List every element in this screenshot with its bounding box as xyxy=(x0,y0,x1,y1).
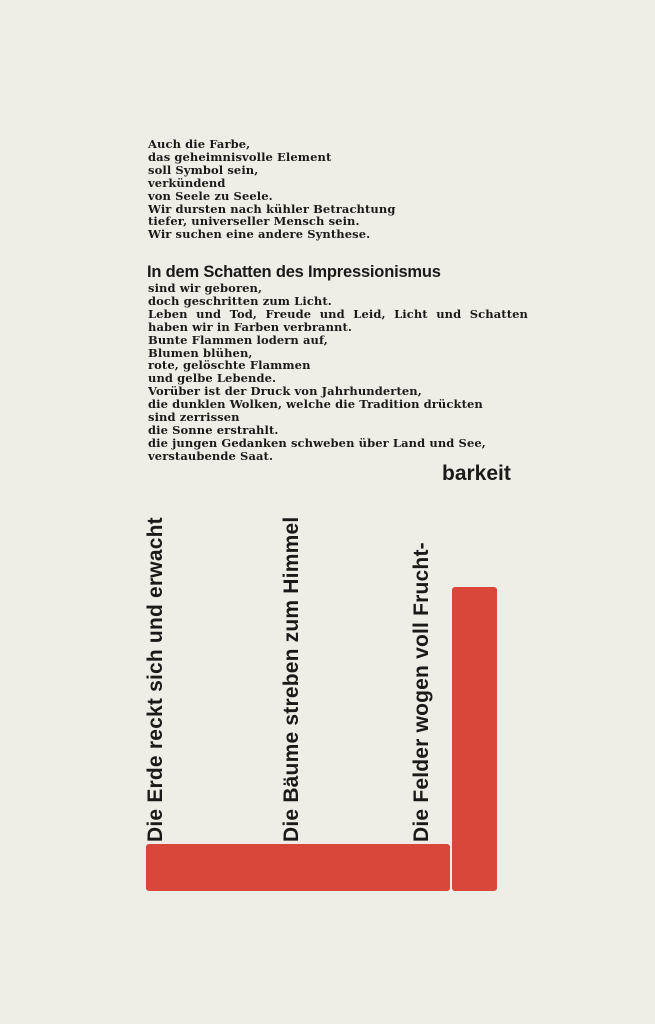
stanza-2-line: Blumen blühen, xyxy=(148,345,253,360)
stanza-1-line: tiefer, universeller Mensch sein. xyxy=(148,214,360,229)
stanza-2-line: doch geschritten zum Licht. xyxy=(148,293,332,308)
stanza-2-line: haben wir in Farben verbrannt. xyxy=(148,319,353,334)
stanza-2-line: Bunte Flammen lodern auf, xyxy=(148,332,328,347)
stanza-1-line: von Seele zu Seele. xyxy=(148,188,273,203)
vertical-line-earth: Die Erde reckt sich und erwacht xyxy=(144,517,167,842)
stanza-2-line: und gelbe Lebende. xyxy=(148,371,277,386)
stanza-2-line: sind wir geboren, xyxy=(148,281,263,295)
stanza-1-line: Wir suchen eine andere Synthese. xyxy=(148,227,371,242)
stanza-1-line: Auch die Farbe, xyxy=(148,137,251,151)
stanza-2-line: rote, gelöschte Flammen xyxy=(148,358,311,373)
red-vertical-bar xyxy=(452,587,497,891)
stanza-2-line: sind zerrissen xyxy=(148,410,240,425)
vertical-line-fields: Die Felder wogen voll Frucht- xyxy=(410,542,433,842)
stanza-1 xyxy=(148,138,396,241)
vertical-line-trees: Die Bäume streben zum Himmel xyxy=(280,516,303,842)
stanza-2-line: verstaubende Saat. xyxy=(148,448,274,463)
stanza-2 xyxy=(148,282,528,463)
stanza-1-line: Wir dursten nach kühler Betrachtung xyxy=(148,201,396,216)
stanza-2-line: Vorüber ist der Druck von Jahrhunderten, xyxy=(148,384,422,399)
stanza-2-line: die jungen Gedanken schweben über Land und See, xyxy=(148,435,486,450)
stanza-1-line: soll Symbol sein, xyxy=(148,162,259,177)
stanza-1-line: verkündend xyxy=(148,175,226,190)
word-barkeit: barkeit xyxy=(442,462,511,485)
stanza-1-line: das geheimnisvolle Element xyxy=(148,149,332,164)
stanza-2-line: Leben und Tod, Freude und Leid, Licht und Schatten xyxy=(148,306,528,321)
stanza-2-line: die Sonne erstrahlt. xyxy=(148,422,279,437)
red-horizontal-bar xyxy=(146,844,450,891)
stanza-2-line: die dunklen Wolken, welche die Tradition drückten xyxy=(148,397,483,412)
section-heading: In dem Schatten des Impressionismus xyxy=(147,263,441,281)
